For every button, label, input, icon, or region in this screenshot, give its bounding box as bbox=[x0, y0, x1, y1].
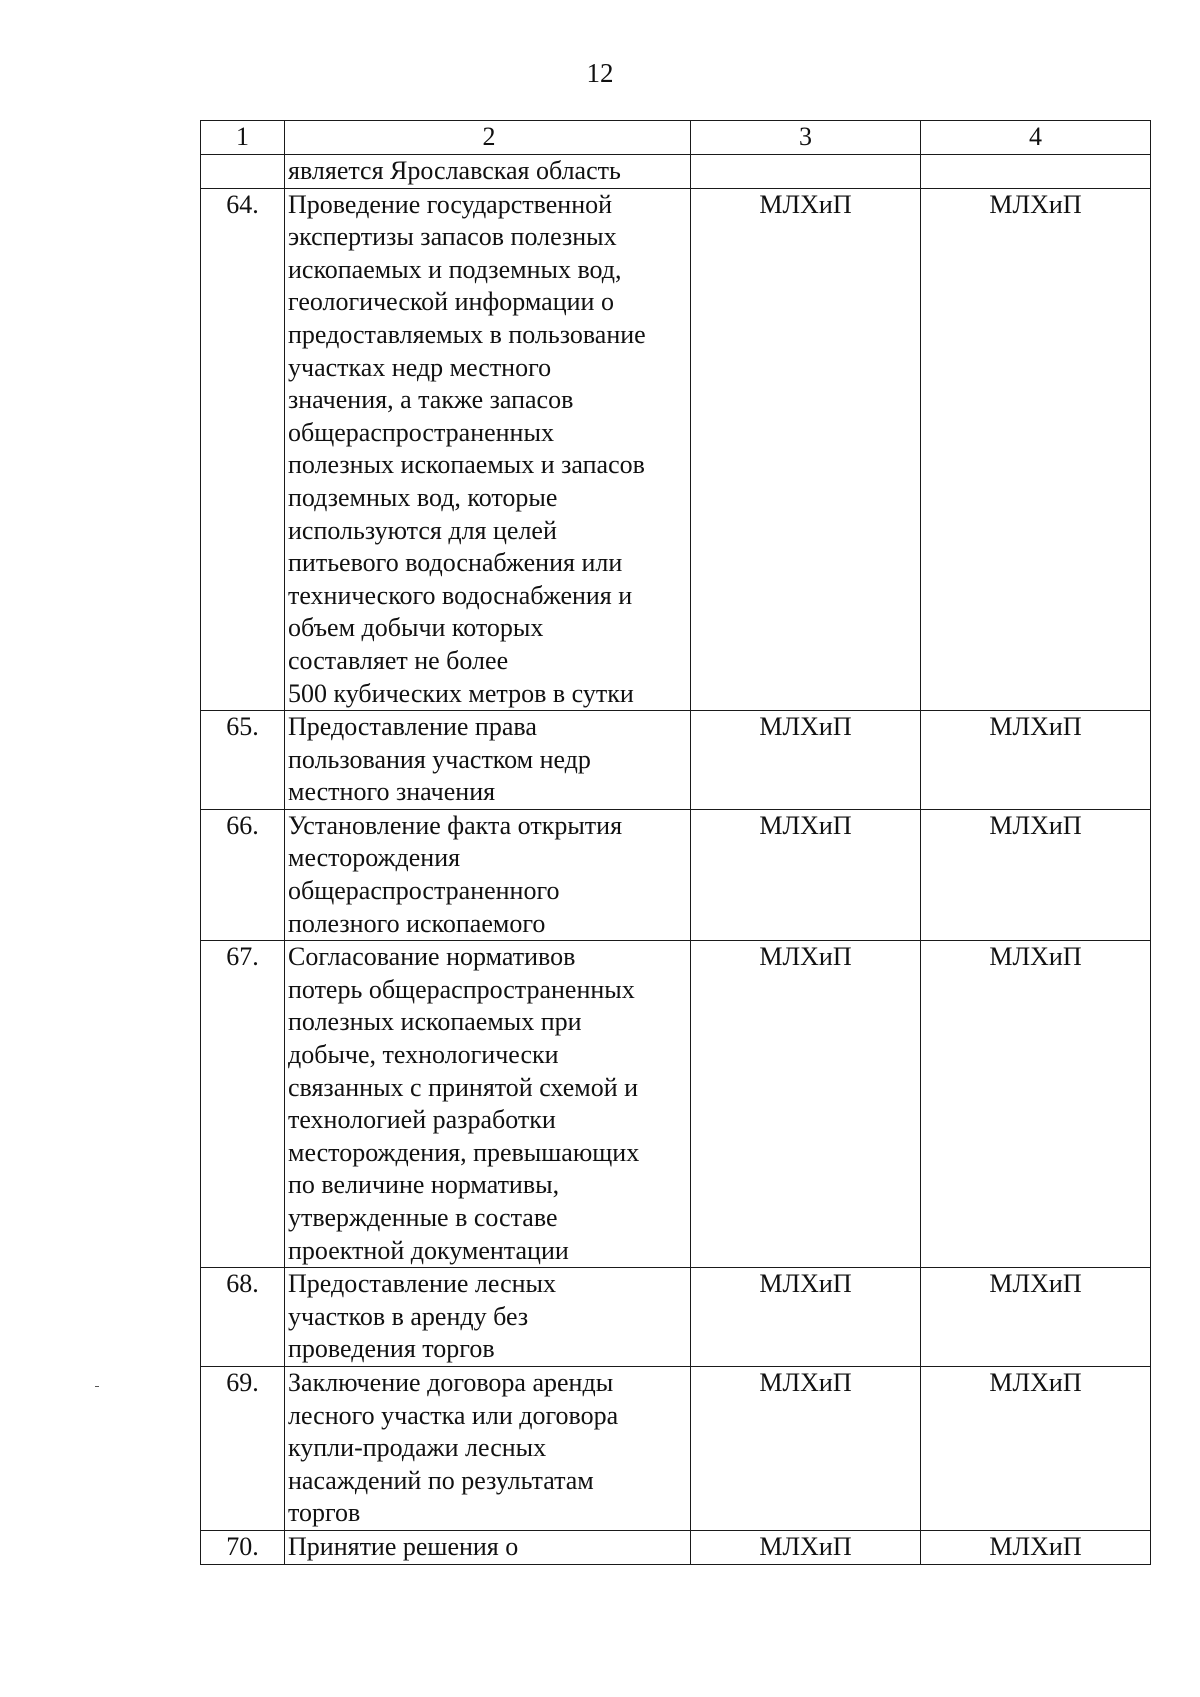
row-text bbox=[285, 1530, 691, 1564]
powers-table bbox=[200, 120, 1151, 1565]
row-number: 67. bbox=[201, 941, 285, 1268]
table-row bbox=[201, 188, 1151, 711]
table-header-row bbox=[201, 121, 1151, 155]
row-number: 70. bbox=[201, 1530, 285, 1564]
row-col-3: МЛХиП bbox=[691, 809, 921, 940]
row-text-value: Предоставление лесных участков в аренду без проведения торгов bbox=[288, 1269, 557, 1364]
table-row-continuation bbox=[201, 155, 1151, 189]
row-number: 68. bbox=[201, 1268, 285, 1367]
row-text bbox=[285, 188, 691, 711]
row-text bbox=[285, 1268, 691, 1367]
row-col-3 bbox=[691, 155, 921, 189]
row-number: 66. bbox=[201, 809, 285, 940]
row-text-value: Согласование нормативов потерь общераспространенных полезных ископаемых при добыче, технологически связанных с принятой схемой и технологией разработки месторождения, превышающих по величине нормативы, утвержденные в составе проектной документации bbox=[288, 942, 640, 1265]
row-text bbox=[285, 1366, 691, 1530]
row-text bbox=[285, 711, 691, 810]
table-row bbox=[201, 1366, 1151, 1530]
row-number: 65. bbox=[201, 711, 285, 810]
row-col-3: МЛХиП bbox=[691, 1268, 921, 1367]
row-col-4 bbox=[921, 155, 1151, 189]
row-text-value: Заключение договора аренды лесного участка или договора купли-продажи лесных насаждений по результатам торгов bbox=[288, 1367, 619, 1528]
table-row bbox=[201, 941, 1151, 1268]
row-text bbox=[285, 809, 691, 940]
row-col-3: МЛХиП bbox=[691, 711, 921, 810]
header-col-4: 4 bbox=[921, 121, 1151, 155]
row-col-4: МЛХиП bbox=[921, 711, 1151, 810]
row-number bbox=[201, 155, 285, 189]
row-number: 69. bbox=[201, 1366, 285, 1530]
row-col-4: МЛХиП bbox=[921, 941, 1151, 1268]
header-col-2: 2 bbox=[285, 121, 691, 155]
row-text-value: Установление факта открытия месторождения общераспространенного полезного ископаемого bbox=[288, 810, 623, 938]
header-col-3: 3 bbox=[691, 121, 921, 155]
row-number: 64. bbox=[201, 188, 285, 711]
row-text-value: Проведение государственной экспертизы запасов полезных ископаемых и подземных вод, геологической информации о предоставляемых в пользование участках недр местного значения, а также запасов общераспространенных полезных ископаемых и запасов подземных вод, которые используются для целей питьевого водоснабжения или технического водоснабжения и объем добычи которых составляет не более 500 кубических метров в сутки bbox=[288, 189, 646, 708]
row-col-4: МЛХиП bbox=[921, 188, 1151, 711]
row-col-3: МЛХиП bbox=[691, 188, 921, 711]
row-col-3: МЛХиП bbox=[691, 941, 921, 1268]
row-col-4: МЛХиП bbox=[921, 1366, 1151, 1530]
header-col-1: 1 bbox=[201, 121, 285, 155]
table-row bbox=[201, 809, 1151, 940]
row-col-4: МЛХиП bbox=[921, 1268, 1151, 1367]
table-row bbox=[201, 1268, 1151, 1367]
scan-mark bbox=[95, 1386, 99, 1387]
row-col-4: МЛХиП bbox=[921, 1530, 1151, 1564]
row-text bbox=[285, 941, 691, 1268]
page-number: 12 bbox=[586, 58, 614, 88]
row-text-value: является Ярославская область bbox=[288, 156, 621, 185]
row-col-3: МЛХиП bbox=[691, 1366, 921, 1530]
table-row bbox=[201, 711, 1151, 810]
row-col-3: МЛХиП bbox=[691, 1530, 921, 1564]
row-text bbox=[285, 155, 691, 189]
table-row bbox=[201, 1530, 1151, 1564]
row-text-value: Предоставление права пользования участком недр местного значения bbox=[288, 712, 591, 807]
row-col-4: МЛХиП bbox=[921, 809, 1151, 940]
row-text-value: Принятие решения о bbox=[288, 1531, 519, 1561]
